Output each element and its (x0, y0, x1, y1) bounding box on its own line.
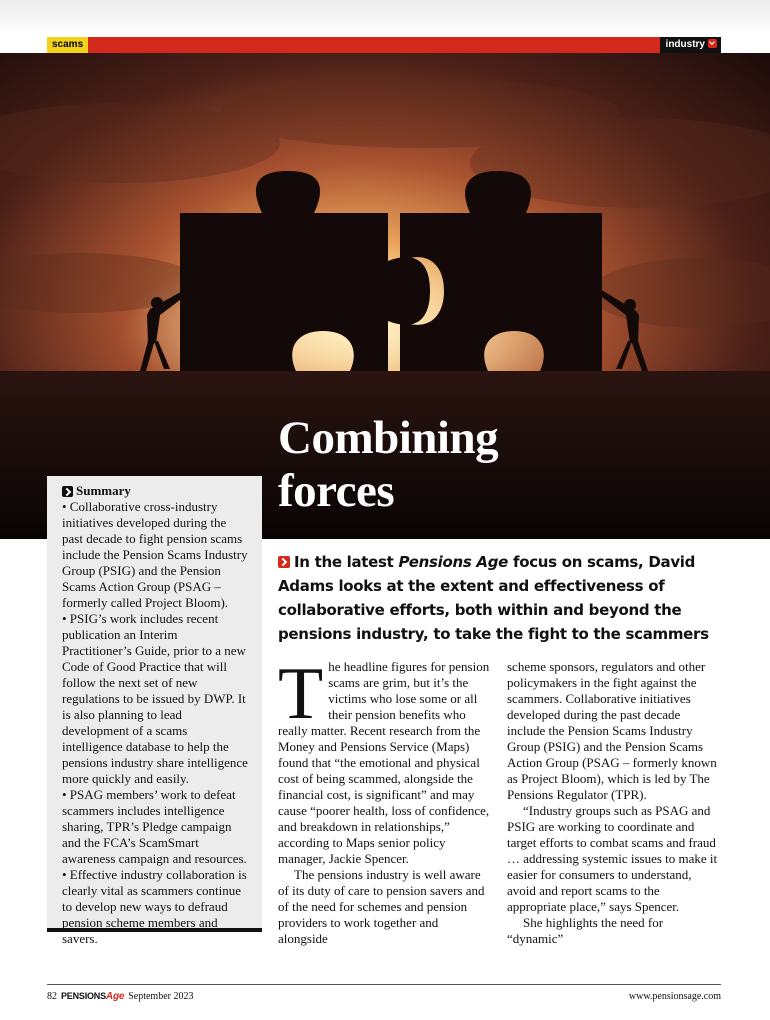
top-shade (0, 0, 770, 36)
body-text: he headline figures for pension scams are grim, but it’s the victims who lose some or all their pension benefits who really matter. Recent research from the Money and Pensions Service (Maps) found that “the emotional and physical cost of being scammed, alongside the financial cost, is significant” and may cause “poorer health, loss of confidence, and breakdown in relationships,” according to Maps senior policy manager, Jackie Spencer. (278, 659, 490, 866)
page-title (278, 412, 698, 518)
section-tag[interactable]: scams (47, 37, 88, 53)
website-link[interactable]: www.pensionsage.com (628, 991, 721, 1002)
page-number: 82 (47, 991, 57, 1002)
section-bar (47, 37, 721, 53)
body-paragraph: The pensions industry is well aware of its duty of care to pension savers and of the need for schemes and pension providers to work together and alongside (278, 867, 485, 946)
headline-line-1: Combining (278, 412, 499, 464)
body-paragraph: scheme sponsors, regulators and other policymakers in the fight against the scammers. Collaborative initiatives developed during the past decade include the Pension Scams Industry Group (PSIG) and the Pension Scams Action Group (PSAG – formerly known as Project Bloom), which is led by The Pensions Regulator (TPR). (507, 659, 717, 802)
standfirst-post: focus on scams, David Adams looks at the extent and effectiveness of collaborative efforts, both within and beyond the pensions industry, to take the fight to the scammers (278, 553, 709, 643)
issue-date: September 2023 (128, 991, 194, 1002)
category-tag-label: industry (665, 39, 705, 50)
standfirst (278, 550, 724, 646)
drop-cap: T (278, 653, 324, 735)
arrow-right-icon (278, 556, 290, 568)
footer-left (47, 991, 193, 1002)
footer-rule (47, 984, 721, 985)
body-column-1 (278, 653, 490, 947)
summary-bullet: • Collaborative cross-industry initiatives developed during the past decade to fight pension scams include the Pension Scams Industry Group (PSIG) and the Pension Scams Action Group (PSAG – formerly called Project Bloom). (62, 499, 248, 610)
logo-part-1: PENSIONS (61, 991, 106, 1001)
category-tag[interactable] (660, 37, 721, 53)
body-paragraph: She highlights the need for “dynamic” (507, 915, 664, 946)
summary-bullet: • PSIG’s work includes recent publication an Interim Practitioner’s Guide, prior to a new Code of Good Practice that will follow the next set of new regulations to be issued by DWP. It is also planning to lead development of a scams intelligence database to help the pensions industry share intelligence more quickly and easily. (62, 611, 248, 786)
summary-box (47, 476, 262, 946)
logo-part-2: Age (105, 991, 125, 1002)
summary-title: Summary (76, 483, 131, 498)
body-paragraph (278, 653, 490, 867)
summary-bullet: • PSAG members’ work to defeat scammers includes intelligence sharing, TPR’s Pledge campaign and the FCA’s ScamSmart awareness campaign and resources. (62, 787, 247, 866)
headline-line-2: forces (278, 465, 395, 517)
summary-heading (62, 483, 250, 499)
chevron-down-icon (708, 39, 717, 48)
body-paragraph: “Industry groups such as PSAG and PSIG are working to coordinate and target efforts to combat scams and fraud … addressing systemic issues to make it easier for consumers to understand, avoid and report scams to the appropriate place,” says Spencer. (507, 803, 718, 914)
summary-bullet: • Effective industry collaboration is clearly vital as scammers continue to develop new ways to defraud pension scheme members and savers. (62, 867, 247, 946)
publication-name: Pensions Age (398, 553, 509, 571)
arrow-right-icon (62, 486, 73, 497)
body-column-2 (507, 659, 719, 947)
standfirst-pre: In the latest (294, 553, 399, 571)
publication-logo (61, 991, 124, 1002)
